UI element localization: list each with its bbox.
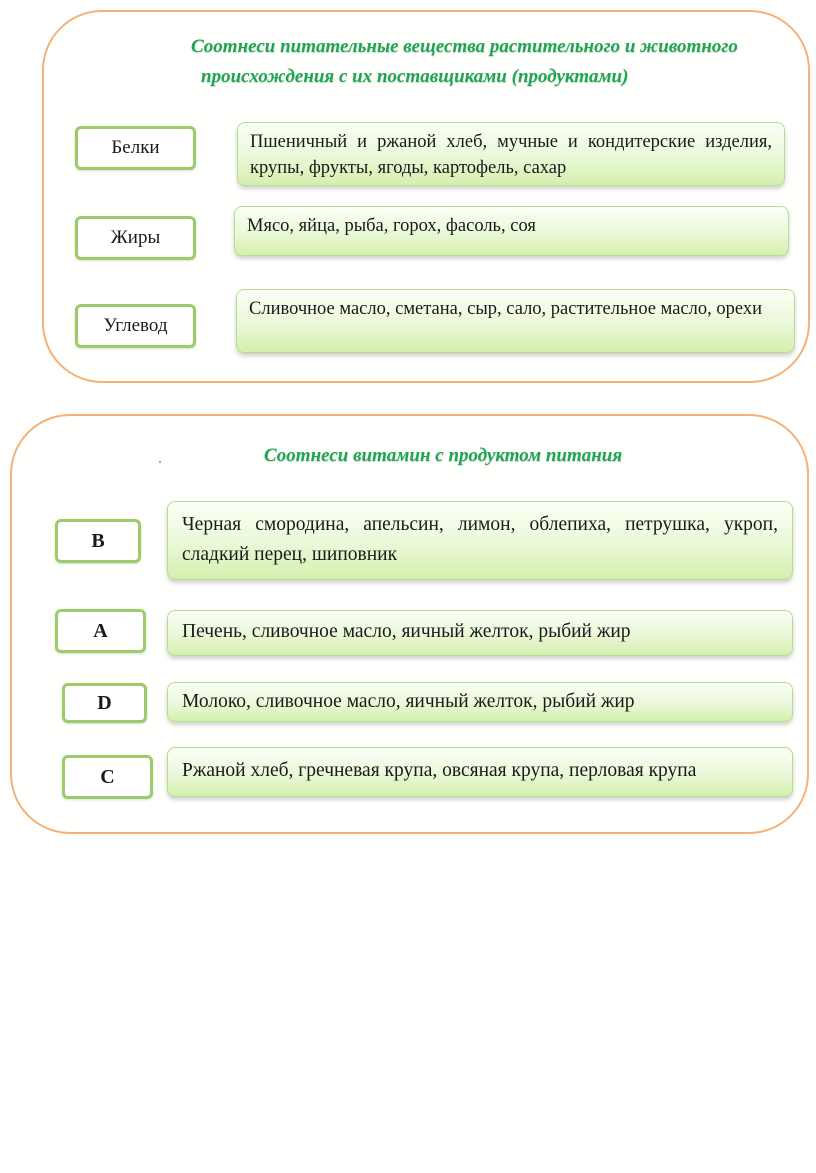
card-rye-grains[interactable]: Ржаной хлеб, гречневая крупа, овсяная крупа, перловая крупа: [167, 747, 793, 797]
card-berries-citrus[interactable]: Черная смородина, апельсин, лимон, облепиха, петрушка, укроп, сладкий перец, шиповник: [167, 501, 793, 580]
label-proteins[interactable]: Белки: [75, 126, 196, 170]
stray-dot: [159, 461, 161, 463]
label-fats[interactable]: Жиры: [75, 216, 196, 260]
label-vitamin-d[interactable]: D: [62, 683, 147, 723]
card-liver-butter[interactable]: Печень, сливочное масло, яичный желток, рыбий жир: [167, 610, 793, 656]
label-vitamin-c[interactable]: C: [62, 755, 153, 799]
label-carbohydrates[interactable]: Углевод: [75, 304, 196, 348]
card-dairy-oils[interactable]: Сливочное масло, сметана, сыр, сало, растительное масло, орехи: [236, 289, 795, 353]
card-grains[interactable]: Пшеничный и ржаной хлеб, мучные и кондитерские изделия, крупы, фрукты, ягоды, картофель, сахар: [237, 122, 785, 186]
label-vitamin-a[interactable]: A: [55, 609, 146, 653]
nutrients-title-line-1: Соотнеси питательные вещества растительного и животного: [191, 36, 738, 57]
card-milk-butter[interactable]: Молоко, сливочное масло, яичный желток, рыбий жир: [167, 682, 793, 722]
label-vitamin-b[interactable]: B: [55, 519, 141, 563]
card-meat[interactable]: Мясо, яйца, рыба, горох, фасоль, соя: [234, 206, 789, 256]
nutrients-title-line-2: происхождения с их поставщиками (продуктами): [201, 66, 629, 87]
vitamins-title: Соотнеси витамин с продуктом питания: [264, 445, 623, 466]
